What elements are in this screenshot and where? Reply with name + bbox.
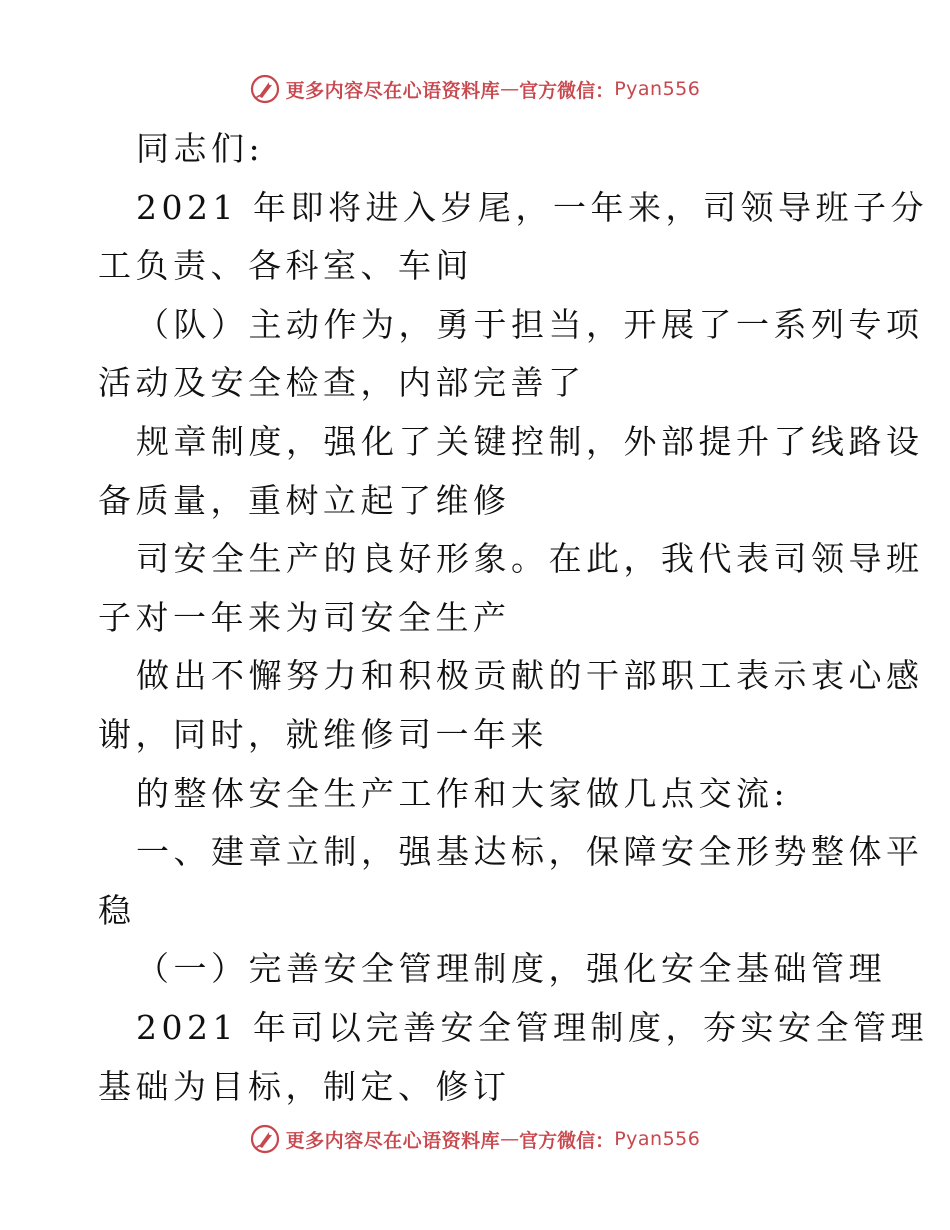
text-line: 子对一年来为司安全生产 [98,597,511,637]
text-line: 备质量，重树立起了维修 [98,480,511,520]
header-watermark [0,72,950,106]
text-line: 工负责、各科室、车间 [98,246,473,286]
text-line: 做出不懈努力和积极贡献的干部职工表示衷心感 [136,656,924,696]
text-line: 基础为目标，制定、修订 [98,1066,511,1106]
text-line: 规章制度，强化了关键控制，外部提升了线路设 [136,421,924,461]
watermark-dash: — [500,78,520,100]
text-line: 活动及安全检查，内部完善了 [98,363,586,403]
text-line: 同志们: [136,129,265,168]
text-line: 2021 年即将进入岁尾，一年来，司领导班子分 [136,187,928,227]
text-line: （一）完善安全管理制度，强化安全基础管理 [136,949,886,989]
watermark-label: 官方微信： [519,1129,615,1152]
footer-watermark [0,1122,950,1156]
pen-nib-seal-icon [250,74,280,104]
watermark-main-text: 更多内容尽在心语资料库 [285,79,501,102]
watermark-dash: — [500,1128,520,1150]
text-line: 司安全生产的良好形象。在此，我代表司领导班 [136,539,924,579]
text-line: 稳 [98,890,136,930]
watermark-main-text: 更多内容尽在心语资料库 [285,1129,501,1152]
watermark-id: Pyan556 [614,78,701,100]
text-line: 谢，同时，就维修司一年来 [98,714,548,754]
text-line: 的整体安全生产工作和大家做几点交流: [136,773,790,813]
text-line: 2021 年司以完善安全管理制度，夯实安全管理 [136,1007,928,1047]
text-line: （队）主动作为，勇于担当，开展了一系列专项 [136,304,924,344]
text-line: 一、建章立制，强基达标，保障安全形势整体平 [136,832,924,872]
pen-nib-seal-icon [250,1124,280,1154]
watermark-id: Pyan556 [614,1128,701,1150]
watermark-label: 官方微信： [519,79,615,102]
document-body [98,120,928,1116]
